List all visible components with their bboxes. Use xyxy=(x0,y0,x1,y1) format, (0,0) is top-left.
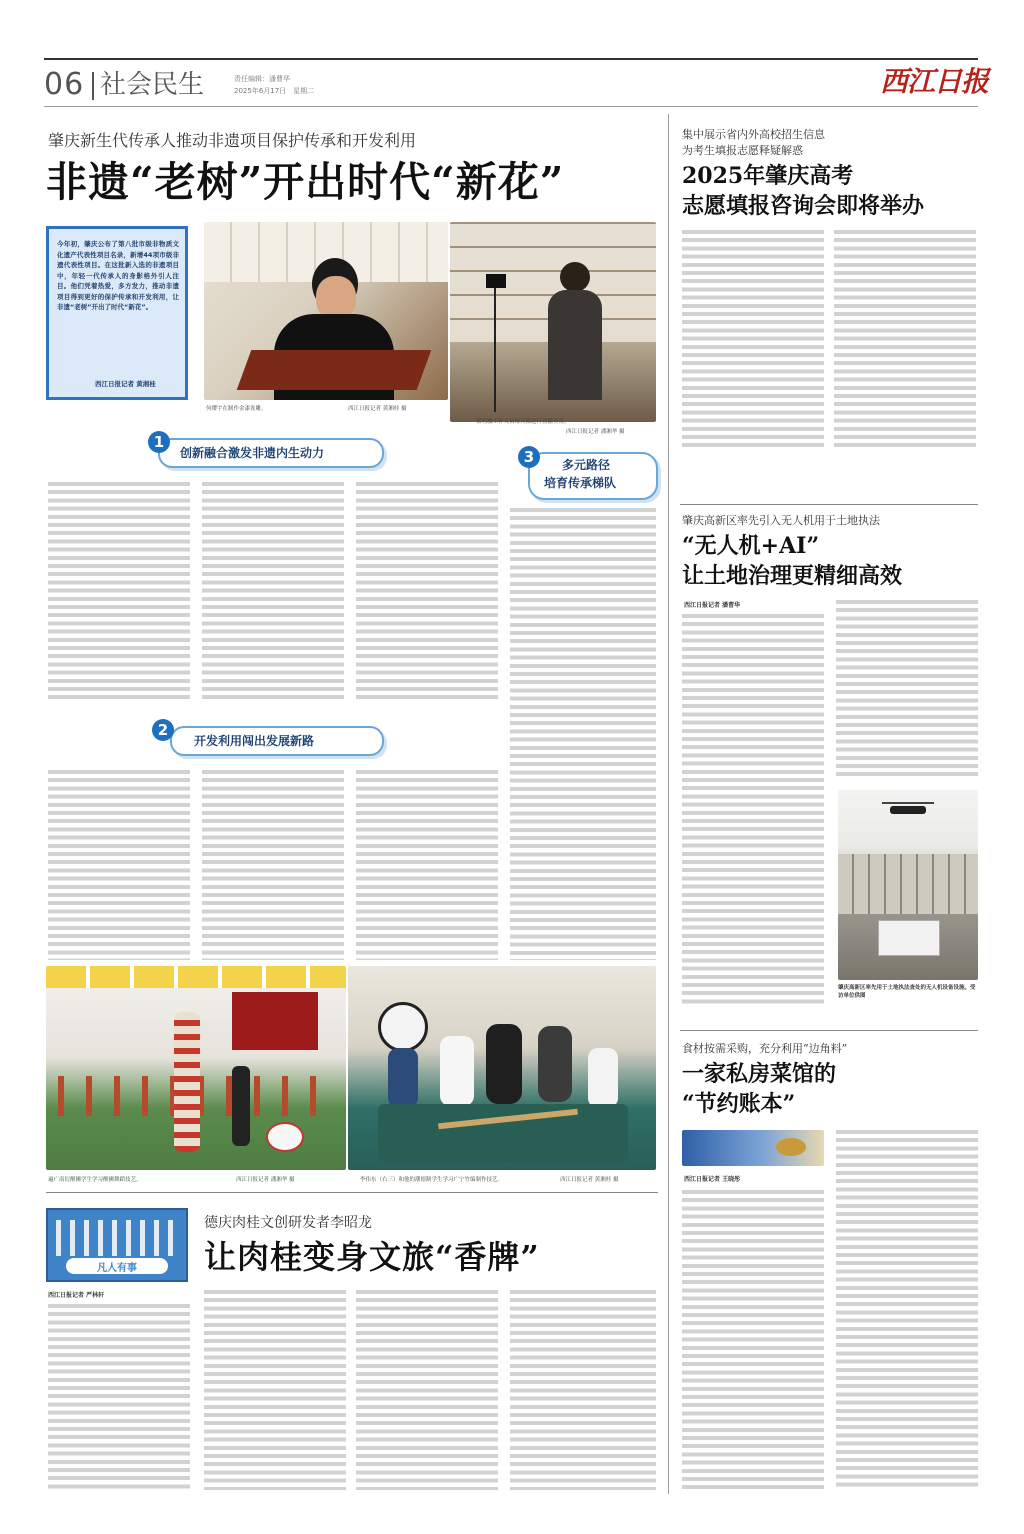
column-divider xyxy=(668,114,669,1494)
photo-phone xyxy=(486,274,506,288)
section-2-body-col3 xyxy=(356,770,498,960)
section-name: 社会民生 xyxy=(100,70,205,100)
gaokao-body-col1 xyxy=(682,230,824,448)
photo-drone-rotors xyxy=(882,802,934,804)
photo2-credit: 西江日报记者 潘湘华 摄 xyxy=(566,429,625,435)
logo-text: 凡人有事 xyxy=(97,1263,137,1274)
gaokao-headline-2: 志愿填报咨询会即将举办 xyxy=(682,193,925,219)
cinnamon-body-col3 xyxy=(356,1290,498,1490)
cinnamon-kicker: 德庆肉桂文创研发者李昭龙 xyxy=(204,1215,372,1231)
cinnamon-byline: 西江日报记者 严林轩 xyxy=(48,1292,105,1299)
cinnamon-headline: 让肉桂变身文旅“香牌” xyxy=(204,1238,540,1276)
masthead-bottom-rule xyxy=(44,106,978,107)
gaokao-kicker-1: 集中展示省内外高校招生信息 xyxy=(682,128,825,141)
drone-headline-1: “无人机+AI” xyxy=(682,533,820,559)
photo-tripod xyxy=(494,282,496,412)
drone-headline-2: 让土地治理更精细高效 xyxy=(682,563,903,589)
photo-drone-station xyxy=(878,920,940,956)
paper-logo: 西江日报 xyxy=(880,65,989,98)
drone-body-col1 xyxy=(682,614,824,1004)
photo-streamer-head xyxy=(560,262,590,292)
section-1-body-col3 xyxy=(356,482,498,702)
section-1-title: 创新融合激发非遗内生动力 xyxy=(180,446,325,460)
photo-building xyxy=(838,854,978,914)
gaokao-headline-1: 2025年肇庆高考 xyxy=(682,163,854,189)
photo2-caption: 梁明坡工作人员每天都进行直播卖货。 xyxy=(476,419,570,425)
cinnamon-body-col1 xyxy=(48,1304,190,1490)
gaokao-bottom-rule xyxy=(680,504,978,505)
restaurant-byline: 西江日报记者 王晓彤 xyxy=(684,1176,741,1183)
photo-lion-head xyxy=(266,1122,304,1152)
lead-bottom-rule xyxy=(46,1192,658,1193)
section-3-body-col xyxy=(510,508,656,960)
livestream-photo xyxy=(450,222,656,422)
section-1-body-col1 xyxy=(48,482,190,702)
cinnamon-body-col4 xyxy=(510,1290,656,1490)
masthead-top-rule xyxy=(44,58,978,60)
masthead-divider xyxy=(92,72,94,100)
photo1-caption: 何缨宇在制作金漆雀雕。 xyxy=(206,406,267,412)
section-1-number: 1 xyxy=(148,431,170,453)
photo-lion-costume xyxy=(174,1012,200,1152)
drone-photo xyxy=(838,790,978,980)
drone-byline: 西江日报记者 潘曹华 xyxy=(684,602,741,609)
photo-teacher xyxy=(486,1024,522,1104)
restaurant-banner-image xyxy=(682,1130,824,1166)
gaokao-body-col2 xyxy=(834,230,976,448)
photo3-credit: 西江日报记者 潘湘华 摄 xyxy=(236,1177,295,1183)
drone-caption: 肇庆高新区率先用于土地执法查处的无人机设备设施。受访单位供图 xyxy=(838,985,976,999)
photo-child-2 xyxy=(440,1036,474,1106)
cinnamon-body-col2 xyxy=(204,1290,346,1490)
section-2-body-col2 xyxy=(202,770,344,960)
section-3-title-line2: 培育传承梯队 xyxy=(544,476,617,490)
photo-child-3 xyxy=(588,1048,618,1108)
photo4-credit: 西江日报记者 黄湘桂 摄 xyxy=(560,1177,619,1183)
lead-kicker: 肇庆新生代传承人推动非遗项目保护传承和开发利用 xyxy=(48,131,417,150)
photo-child-1 xyxy=(388,1048,418,1108)
logo-figures xyxy=(56,1220,180,1256)
photo1-credit: 西江日报记者 黄湘桂 摄 xyxy=(348,406,407,412)
section-2-body-col1 xyxy=(48,770,190,960)
lead-headline: 非遗“老树”开出时代“新花” xyxy=(46,158,565,206)
photo3-caption: 遍广南衍醒狮学生学习醒狮舞蹈技艺。 xyxy=(48,1177,142,1183)
drone-bottom-rule xyxy=(680,1030,978,1031)
restaurant-headline-2: “节约账本” xyxy=(682,1091,796,1117)
lead-intro-box xyxy=(46,226,188,400)
gaokao-kicker-2: 为考生填报志愿释疑解惑 xyxy=(682,144,803,157)
restaurant-headline-1: 一家私房菜馆的 xyxy=(682,1061,837,1087)
craftsman-photo xyxy=(204,222,448,400)
ordinary-people-logo xyxy=(46,1208,188,1282)
restaurant-body-col2 xyxy=(836,1130,978,1490)
photo-streamer-body xyxy=(548,290,602,400)
section-3-number: 3 xyxy=(518,446,540,468)
photo-coach xyxy=(232,1066,250,1146)
photo-panda-figure xyxy=(378,1002,428,1052)
section-3-title: 多元路径 xyxy=(562,458,611,472)
photo4-caption: 李伟东（右三）和他的潮德制学生学习广宁竹编制作技艺。 xyxy=(360,1177,504,1183)
photo-ceiling xyxy=(46,966,346,988)
photo-spoon xyxy=(776,1138,806,1156)
lead-intro-byline: 西江日报记者 黄湘桂 xyxy=(95,380,156,388)
restaurant-kicker: 食材按需采购，充分利用“边角料” xyxy=(682,1042,848,1055)
lead-intro-text: 今年初，肇庆公布了第八批市级非物质文化遗产代表性项目名录，新增44项市级非遗代表性项目。在这批新入选的非遗项目中，年轻一代传承人的身影格外引人注目。他们凭着热爱，多方发力，推动非遗项目得到更好的保护传承和开发利用，让非遗“老树”开出了时代“新花”。 xyxy=(57,240,179,311)
photo-workpiece xyxy=(237,350,432,390)
page-number: 06 xyxy=(44,67,85,102)
photo-table xyxy=(378,1104,628,1162)
drone-body-col2 xyxy=(836,600,978,780)
photo-red-banner xyxy=(232,992,318,1050)
editor-line: 责任编辑：潘曹华 xyxy=(234,75,290,83)
photo-drone-body xyxy=(890,806,926,814)
drone-kicker: 肇庆高新区率先引入无人机用于土地执法 xyxy=(682,514,880,527)
photo-adult-2 xyxy=(538,1026,572,1102)
section-1-body-col2 xyxy=(202,482,344,702)
section-2-number: 2 xyxy=(152,719,174,741)
restaurant-body-col1 xyxy=(682,1190,824,1490)
date-line: 2025年6月17日 星期二 xyxy=(234,87,315,95)
lion-dance-photo xyxy=(46,966,346,1170)
bamboo-weaving-photo xyxy=(348,966,656,1170)
section-2-title: 开发利用闯出发展新路 xyxy=(194,734,315,748)
